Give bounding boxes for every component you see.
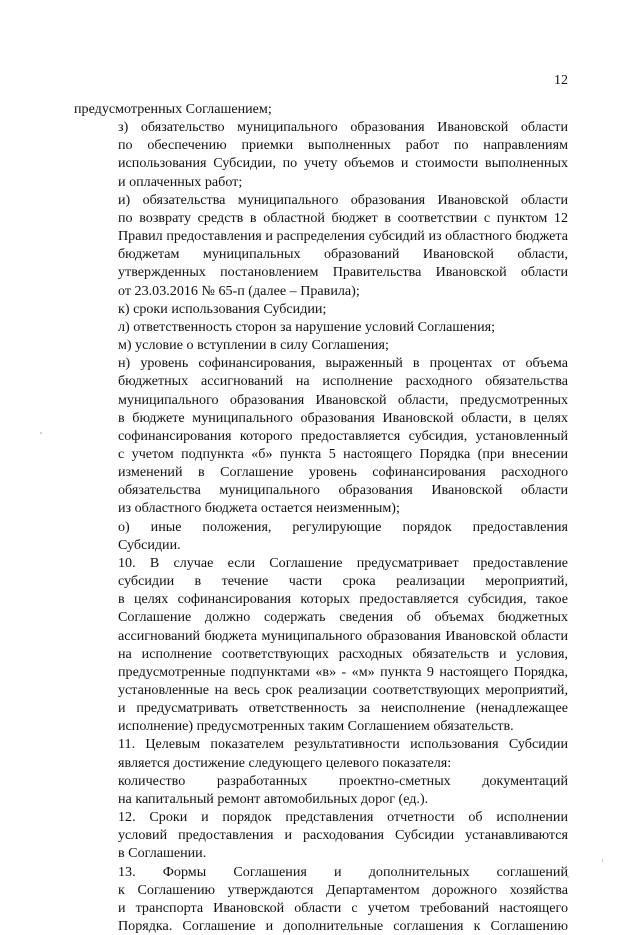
text-line: и предусматривать ответственность за неисполнение (ненадлежащее: [118, 700, 568, 717]
text-line: л) ответственность сторон за нарушение условий Соглашения;: [118, 318, 496, 335]
scan-speck: [602, 859, 603, 862]
text-line: и) обязательства муниципального образования Ивановской области: [118, 191, 568, 208]
text-line: софинансирования которого предоставляется субсидия, установленный: [118, 427, 568, 444]
text-line: количество разработанных проектно-сметных документаций: [118, 772, 568, 789]
text-line: з) обязательство муниципального образования Ивановской области: [118, 119, 568, 136]
text-line: бюджетам муниципальных образований Ивановской области,: [118, 246, 568, 263]
text-line: субсидии в течение части срока реализации мероприятий,: [118, 573, 568, 590]
text-line: к) сроки использования Субсидии;: [118, 300, 327, 317]
paragraph-subpoint-z: [74, 118, 568, 191]
text-line: 11. Целевым показателем результативности использования Субсидии: [118, 736, 568, 753]
text-line: в целях софинансирования которых предоставляется субсидия, такое: [118, 591, 568, 608]
text-line: изменений в Соглашение уровень софинансирования расходного: [118, 464, 568, 481]
text-line: установленные на весь срок реализации соответствующих мероприятий,: [118, 682, 568, 698]
paragraph-subpoint-k: [74, 300, 568, 318]
text-line: Соглашение должно содержать сведения об объемах бюджетных: [118, 609, 568, 626]
paragraph-subpoint-o: [74, 518, 568, 554]
text-line: является достижение следующего целевого показателя:: [118, 754, 452, 771]
text-line: бюджетных ассигнований на исполнение расходного обязательства: [118, 373, 568, 390]
text-line: предусмотренных Соглашением;: [74, 101, 272, 117]
document-body: [74, 100, 568, 935]
text-line: от 23.03.2016 № 65-п (далее – Правила);: [118, 282, 360, 299]
paragraph-10: [74, 554, 568, 736]
text-line: Субсидии.: [118, 536, 181, 553]
paragraph-12: [74, 808, 568, 862]
paragraph-subpoint-i: [74, 191, 568, 300]
text-line: по возврату средств в областной бюджет в соответствии с пунктом 12: [118, 209, 568, 226]
text-line: к Соглашению утверждаются Департаментом дорожного хозяйства: [118, 881, 568, 898]
text-line: ассигнований бюджета муниципального образования Ивановской области: [118, 627, 568, 644]
text-line: условий предоставления и расходования Субсидии устанавливаются: [118, 827, 568, 844]
paragraph-13: [74, 863, 568, 935]
text-line: по обеспечению приемки выполненных работ по направлениям: [118, 137, 568, 154]
text-line: с учетом подпункта «б» пункта 5 настоящего Порядка (при внесении: [118, 445, 568, 462]
text-line: 13. Формы Соглашения и дополнительных соглашений: [118, 863, 568, 880]
text-line: использования Субсидии, по учету объемов и стоимости выполненных: [118, 155, 568, 172]
text-line: в бюджете муниципального образования Ивановской области, в целях: [118, 409, 568, 426]
text-line: предусмотренные подпунктами «в» - «м» пункта 9 настоящего Порядка,: [118, 663, 568, 680]
scan-speck: [567, 876, 569, 878]
text-line: в Соглашении.: [118, 845, 207, 862]
text-line: 12. Сроки и порядок представления отчетности об исполнении: [118, 809, 568, 826]
paragraph-target-indicator: [74, 772, 568, 808]
paragraph-11: [74, 735, 568, 771]
page-number: 12: [554, 73, 568, 88]
paragraph-subpoint-m: [74, 336, 568, 354]
text-line: м) условие о вступлении в силу Соглашения;: [118, 337, 389, 354]
text-line: Правил предоставления и распределения субсидий из областного бюджета: [118, 228, 568, 245]
text-line: исполнение) предусмотренных таким Соглашением обязательств.: [118, 718, 514, 735]
paragraph-subpoint-n: [74, 354, 568, 517]
text-line: на капитальный ремонт автомобильных дорог (ед.).: [118, 790, 429, 807]
text-line: муниципального образования Ивановской области, предусмотренных: [118, 391, 568, 408]
text-line: о) иные положения, регулирующие порядок предоставления: [118, 518, 568, 535]
paragraph-subpoint-l: [74, 318, 568, 336]
paragraph-continuation: [74, 100, 568, 118]
text-line: н) уровень софинансирования, выраженный в процентах от объема: [118, 355, 568, 372]
text-line: утвержденных постановлением Правительства Ивановской области: [118, 264, 568, 281]
text-line: из областного бюджета остается неизменным);: [118, 500, 400, 517]
text-line: Порядка. Соглашение и дополнительные соглашения к Соглашению: [118, 918, 568, 935]
text-line: на исполнение соответствующих расходных обязательств и условия,: [118, 645, 568, 662]
text-line: обязательства муниципального образования Ивановской области: [118, 482, 568, 499]
scan-speck: [40, 432, 42, 434]
text-line: 10. В случае если Соглашение предусматривает предоставление: [118, 554, 568, 571]
text-line: и транспорта Ивановской области с учетом требований настоящего: [118, 899, 568, 916]
text-line: и оплаченных работ;: [118, 173, 243, 190]
